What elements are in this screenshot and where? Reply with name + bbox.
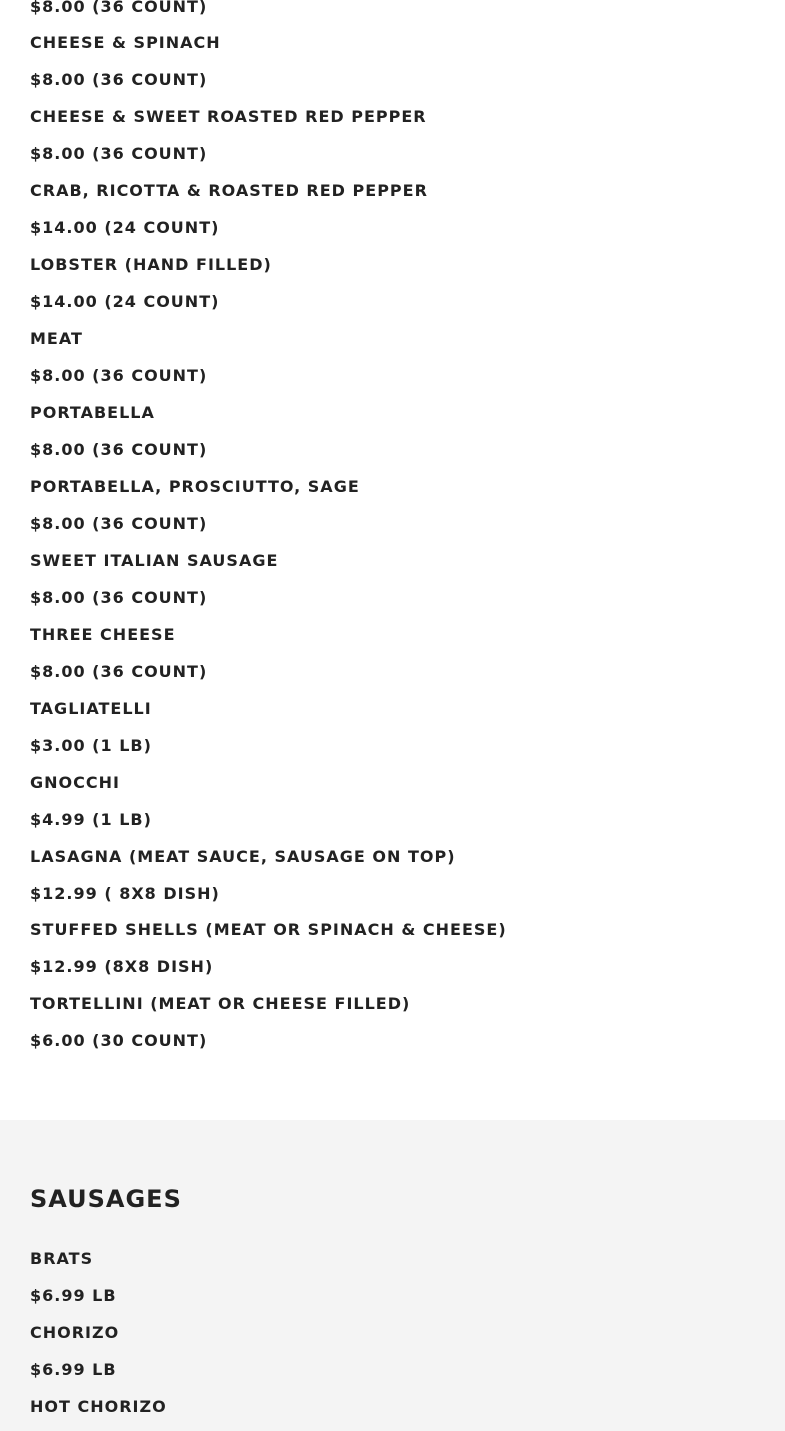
item-price: $6.00 (30 COUNT) [30,1031,208,1050]
item-price: $14.00 (24 COUNT) [30,292,220,311]
item-price: $8.00 (36 COUNT) [30,366,208,385]
item-name: MEAT [30,329,83,348]
item-price: $8.00 (36 COUNT) [30,70,208,89]
item-name: CHORIZO [30,1323,120,1342]
item-price: $8.00 (36 COUNT) [30,144,208,163]
item-price: $8.00 (36 COUNT) [30,440,208,459]
item-price: $14.00 (24 COUNT) [30,218,220,237]
item-price: $8.00 (36 COUNT) [30,514,208,533]
item-name: GNOCCHI [30,773,120,792]
sausages-section [0,1120,785,1431]
item-price: $8.00 (36 COUNT) [30,588,208,607]
item-price: $8.00 (36 COUNT) [30,0,208,16]
item-name: PORTABELLA [30,403,155,422]
item-price: $6.99 LB [30,1286,117,1305]
item-name: CHEESE & SPINACH [30,33,221,52]
item-price: $12.99 (8X8 DISH) [30,957,214,976]
item-price: $6.99 LB [30,1360,117,1379]
item-name: BRATS [30,1249,94,1268]
item-name: TAGLIATELLI [30,699,152,718]
item-name: STUFFED SHELLS (MEAT OR SPINACH & CHEESE) [30,920,507,939]
item-name: PORTABELLA, PROSCIUTTO, SAGE [30,477,360,496]
item-price: $3.00 (1 LB) [30,736,152,755]
item-name: LOBSTER (HAND FILLED) [30,255,272,274]
item-price: $4.99 (1 LB) [30,810,152,829]
item-name: SWEET ITALIAN SAUSAGE [30,551,279,570]
item-name: THREE CHEESE [30,625,176,644]
item-name: CRAB, RICOTTA & ROASTED RED PEPPER [30,181,428,200]
item-price: $12.99 ( 8X8 DISH) [30,884,220,903]
item-name: HOT CHORIZO [30,1397,167,1416]
item-price: $8.00 (36 COUNT) [30,662,208,681]
section-heading-sausages: SAUSAGES [30,1185,182,1213]
item-name: CHEESE & SWEET ROASTED RED PEPPER [30,107,427,126]
item-name: LASAGNA (MEAT SAUCE, SAUSAGE ON TOP) [30,847,456,866]
item-name: TORTELLINI (MEAT OR CHEESE FILLED) [30,994,411,1013]
